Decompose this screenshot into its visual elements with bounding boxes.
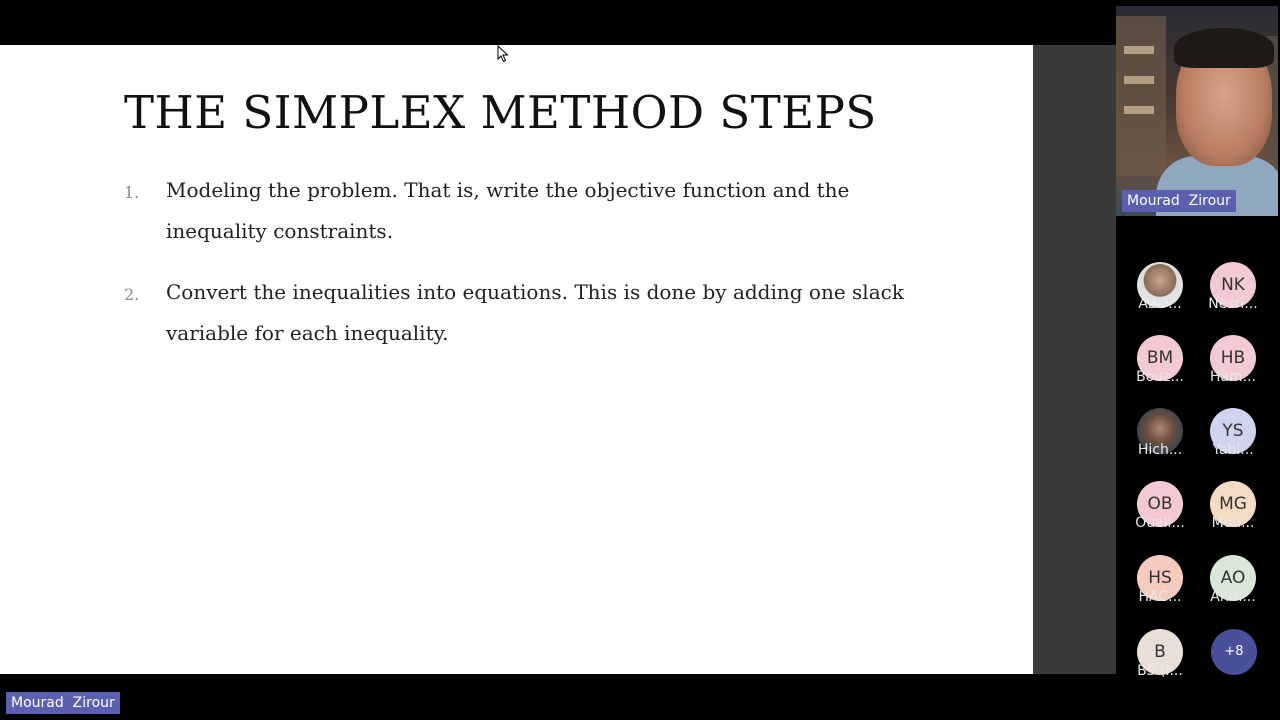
participant-tile[interactable] — [1127, 408, 1193, 468]
participant-tile[interactable] — [1200, 335, 1266, 395]
participant-name: Ahm... — [1210, 589, 1256, 605]
participant-avatar: OB — [1137, 481, 1183, 527]
participant-name: Nesri... — [1208, 296, 1258, 312]
more-participants-button[interactable]: +8 — [1211, 629, 1257, 675]
participant-tile[interactable] — [1127, 481, 1193, 541]
participant-tile[interactable] — [1127, 262, 1193, 322]
participant-avatar: MG — [1210, 481, 1256, 527]
step-text: Convert the inequalities into equations. This is done by adding one slack variable for each inequality. — [166, 280, 904, 345]
participant-avatar: BM — [1137, 335, 1183, 381]
step-text: Modeling the problem. That is, write the objective function and the inequality constraints. — [166, 178, 850, 243]
participant-avatar: HB — [1210, 335, 1256, 381]
step-number: 1. — [124, 183, 140, 202]
participant-name: ABD... — [1138, 296, 1182, 312]
participant-name: Bouz... — [1136, 369, 1184, 385]
step-number: 2. — [124, 285, 140, 304]
participant-tile[interactable] — [1127, 629, 1193, 689]
participant-avatar: HS — [1137, 555, 1183, 601]
presenter-hair — [1174, 28, 1274, 68]
participant-tile[interactable] — [1200, 408, 1266, 468]
presenter-name-tag: Mourad Zirour — [1122, 190, 1236, 212]
participant-name: Hich... — [1137, 442, 1183, 458]
slide-title: THE SIMPLEX METHOD STEPS — [124, 86, 877, 139]
participant-tile[interactable] — [1200, 481, 1266, 541]
participant-tile[interactable] — [1127, 335, 1193, 395]
participant-name: Ham... — [1209, 369, 1257, 385]
step-2 — [124, 272, 924, 362]
participant-tile[interactable] — [1200, 555, 1266, 615]
participant-tile[interactable] — [1127, 555, 1193, 615]
participant-avatar: NK — [1210, 262, 1256, 308]
participant-name: Yahi... — [1212, 442, 1254, 458]
presenter-video[interactable] — [1116, 6, 1278, 216]
participant-name: Ouali... — [1135, 515, 1185, 531]
participant-avatar: AO — [1210, 555, 1256, 601]
mouse-cursor-icon — [497, 45, 509, 63]
participant-avatar: B — [1137, 629, 1183, 675]
participant-name: BS (I... — [1137, 663, 1183, 679]
participant-name: HAC... — [1138, 589, 1182, 605]
participant-avatar: YS — [1210, 408, 1256, 454]
participant-tile[interactable] — [1200, 262, 1266, 322]
participant-name: Mou... — [1211, 515, 1255, 531]
active-speaker-name-tag: Mourad Zirour — [6, 692, 120, 714]
step-1 — [124, 170, 924, 260]
slide-gutter — [1033, 45, 1116, 674]
